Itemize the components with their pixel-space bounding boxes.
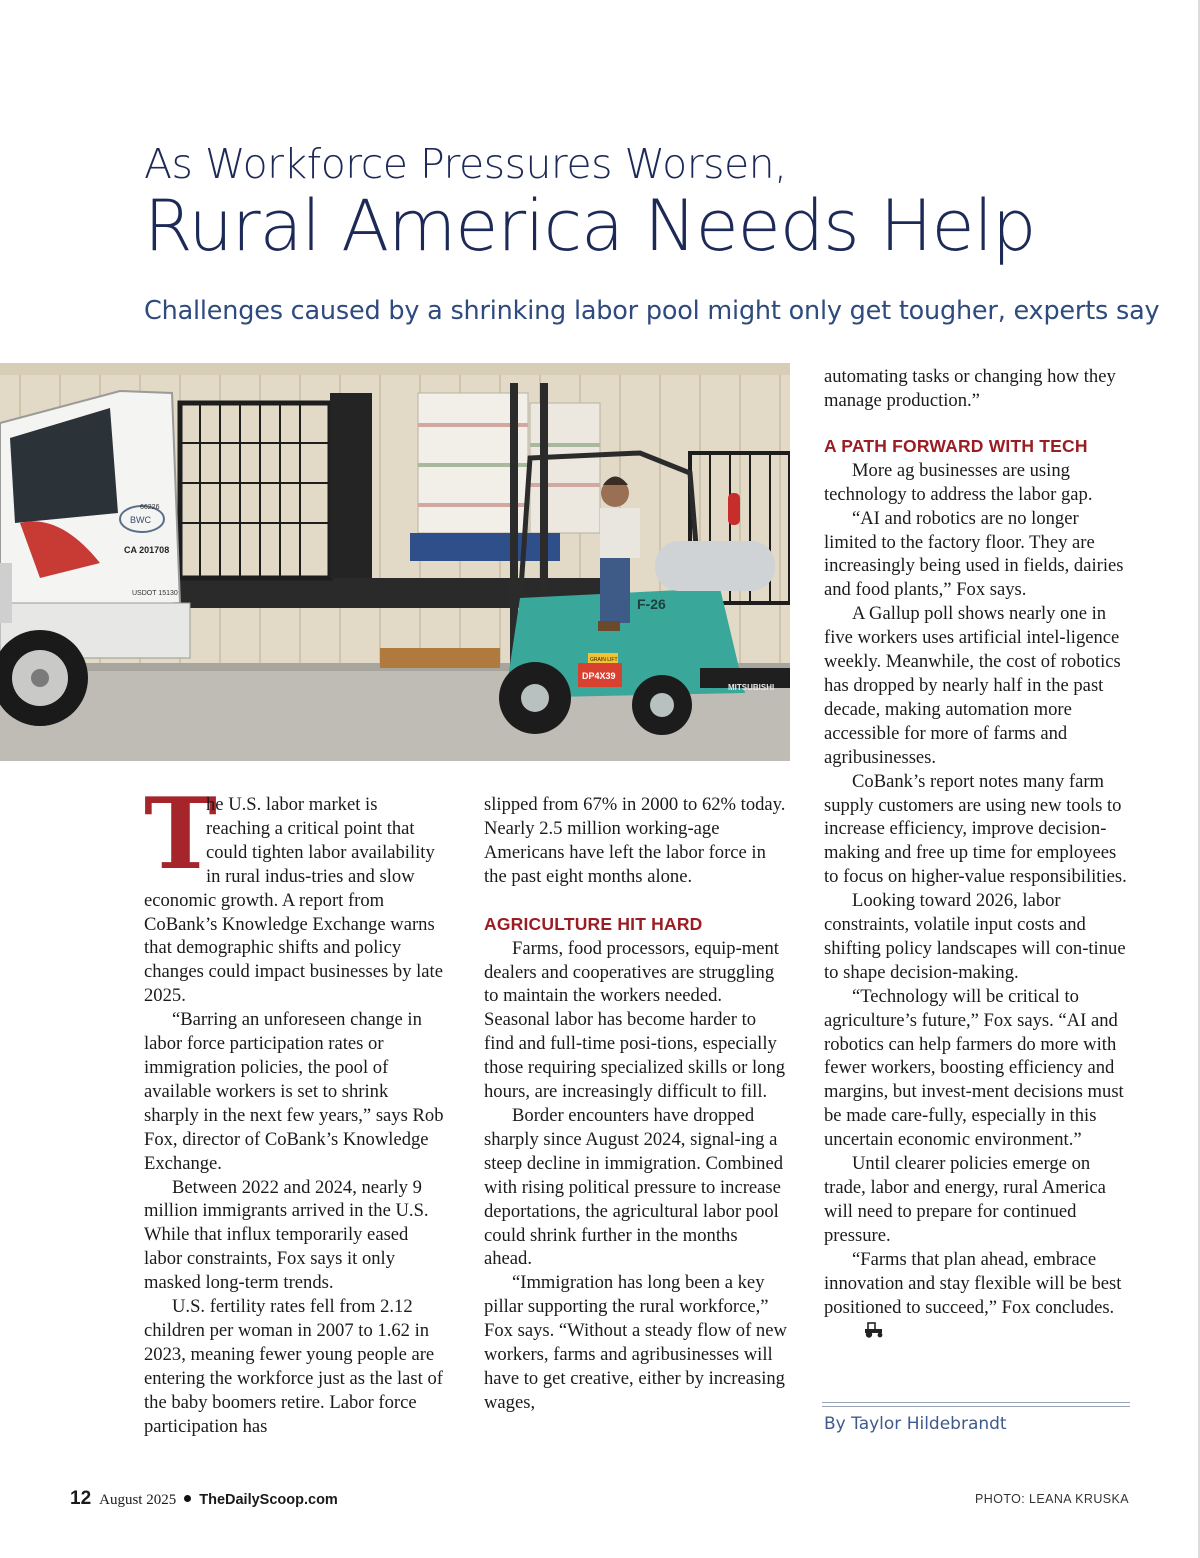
paragraph: A Gallup poll shows nearly one in five workers uses artificial intel-ligence weekly. Meanwhile, the cost of robotics has dropped by nearly half in the past decade, making automation more accessible for more of farms and agribusinesses. xyxy=(824,603,1121,768)
forklift-plate: DP4X39 xyxy=(582,671,616,681)
drop-cap: T xyxy=(144,777,217,892)
paragraph: Farms, food processors, equip-ment dealers and cooperatives are struggling to maintain the workers needed. Seasonal labor has become harder to find and full-time posi-tions, especially those requiring specialized skills or long hours, are increasingly difficult to fill. xyxy=(484,937,786,1103)
paragraph: Border encounters have dropped sharply since August 2024, signal-ing a steep decline in immigration. Combined with rising political pressure to increase deportations, the agricultural labor pool could shrink further in the months ahead. xyxy=(484,1104,783,1270)
deck-subtitle: Challenges caused by a shrinking labor pool might only get tougher, experts say xyxy=(144,296,1160,326)
truck-id: CA 201708 xyxy=(124,545,170,555)
tractor-icon xyxy=(834,1321,858,1337)
forklift-tag: GRAIN LIFT xyxy=(590,657,618,663)
headline-line-1: As Workforce Pressures Worsen, xyxy=(144,140,787,188)
paragraph-final-text: “Farms that plan ahead, embrace innovation and stay flexible will be best positioned to succeed,” Fox concludes. xyxy=(824,1248,1122,1318)
article-photo xyxy=(0,363,790,761)
subhead-tech: A PATH FORWARD WITH TECH xyxy=(824,435,1088,456)
bullet-separator xyxy=(184,1495,191,1502)
forklift-brand: MITSUBISHI xyxy=(728,683,775,692)
article-column-3 xyxy=(824,365,1130,1343)
paragraph-intro-text: he U.S. labor market is reaching a critical point that could tighten labor availability in rural indus-tries and slow economic growth. A report from CoBank’s Knowledge Exchange warns that demographic shifts and policy changes could impact businesses by late 2025. xyxy=(144,794,443,1007)
truck-logo: BWC xyxy=(130,515,151,525)
paragraph-intro xyxy=(144,777,446,1008)
footer xyxy=(70,1488,338,1510)
subhead-agriculture: AGRICULTURE HIT HARD xyxy=(484,913,703,934)
page-number: 12 xyxy=(70,1488,92,1509)
paragraph: Looking toward 2026, labor constraints, volatile input costs and shifting policy landscapes will con-tinue to shape decision-making. xyxy=(824,890,1126,983)
paragraph: CoBank’s report notes many farm supply customers are using new tools to increase efficiency, improve decision-making and free up time for employees to focus on higher-value responsibilities. xyxy=(824,770,1127,888)
paragraph: More ag businesses are using technology to address the labor gap. xyxy=(824,459,1093,505)
article-column-2 xyxy=(484,793,788,1415)
forklift-number: F-26 xyxy=(637,596,666,612)
paragraph: Until clearer policies emerge on trade, labor and energy, rural America will need to prepare for continued pressure. xyxy=(824,1153,1106,1246)
paragraph: “Barring an unforeseen change in labor force participation rates or immigration policies, the pool of available workers is set to shrink sharply in the next few years,” says Rob Fox, director of CoBank’s Knowledge Exchange. xyxy=(144,1009,444,1174)
truck-unit: 66226 xyxy=(140,504,160,511)
byline-rule xyxy=(822,1402,1130,1403)
paragraph: “AI and robotics are no longer limited to the factory floor. They are increasingly being used in fields, dairies and food plants,” Fox says. xyxy=(824,507,1124,601)
byline: By Taylor Hildebrandt xyxy=(824,1414,1007,1434)
headline xyxy=(144,138,1144,266)
article-column-1 xyxy=(144,777,446,1438)
byline-rule xyxy=(822,1406,1130,1407)
truck-usdot: USDOT 15130 xyxy=(132,590,178,597)
paragraph: slipped from 67% in 2000 to 62% today. Nearly 2.5 million working-age Americans have left the labor force in the past eight months alone. xyxy=(484,794,786,887)
paragraph: U.S. fertility rates fell from 2.12 children per woman in 2007 to 1.62 in 2023, meaning fewer young people are entering the workforce just as the last of the baby boomers retire. Labor force participation has xyxy=(144,1296,443,1437)
issue-date: August 2025 xyxy=(99,1492,177,1508)
paragraph: “Immigration has long been a key pillar supporting the rural workforce,” Fox says. “Without a steady flow of new workers, farms and agribusinesses will have to get creative, either by increasing wages, xyxy=(484,1272,787,1413)
site-url: TheDailyScoop.com xyxy=(199,1492,338,1508)
paragraph: “Technology will be critical to agriculture’s future,” Fox says. “AI and robotics can help farmers do more with fewer workers, boosting efficiency and margins, but invest-ment decisions must be made care-fully, especially in this uncertain economic environment.” xyxy=(824,985,1124,1151)
photo-credit: PHOTO: LEANA KRUSKA xyxy=(975,1492,1129,1506)
headline-line-2: Rural America Needs Help xyxy=(144,185,1036,267)
paragraph: Between 2022 and 2024, nearly 9 million immigrants arrived in the U.S. While that influx temporarily eased labor constraints, Fox says it only masked long-term trends. xyxy=(144,1176,429,1294)
paragraph: automating tasks or changing how they manage production.” xyxy=(824,366,1116,411)
paragraph-final xyxy=(824,1248,1130,1344)
